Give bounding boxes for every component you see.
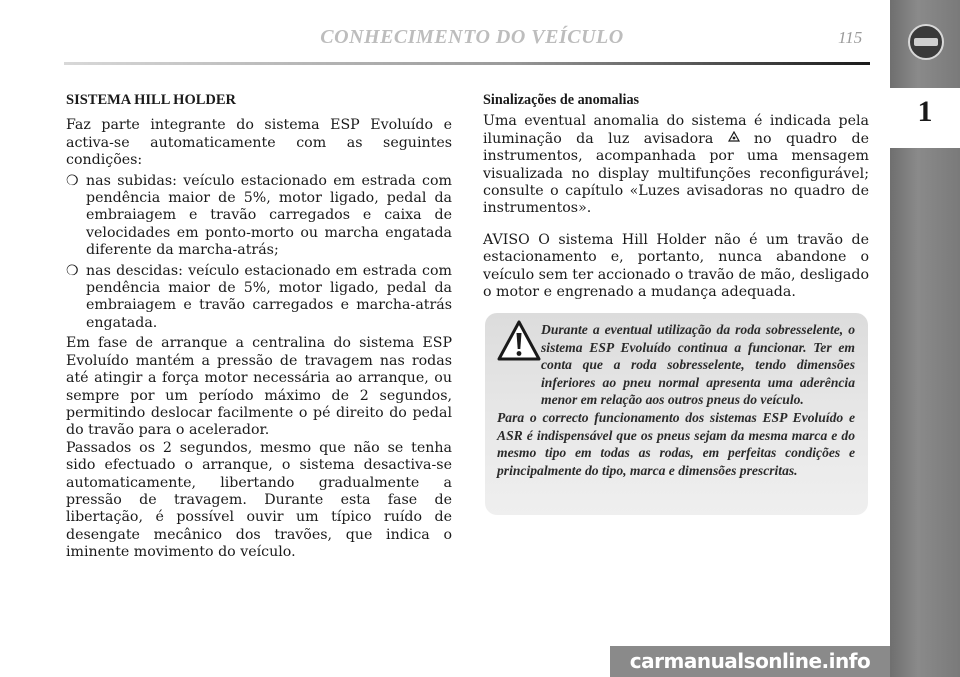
page-number: 115 [838,28,863,47]
intro-paragraph: Faz parte integrante do sistema ESP Evoluído e activa-se automaticamente com as seguintes condições: [66,117,452,169]
list-item [66,263,452,333]
list-item [66,173,452,260]
warning-paragraph: Durante a eventual utilização da roda sobresselente, o sistema ESP Evoluído continua a funcionar. Ter em conta que a roda sobresselente, tendo dimensões inferiores ao pneu normal apresenta uma aderência menor em relação aos outros pneus do veículo. [541,322,855,408]
esp-warning-icon [728,132,754,147]
list-item-text: nas descidas: veículo estacionado em estrada com pendência maior de 5%, motor ligado, pedal da embraiagem e travão carregados e marcha-atrás engatada. [86,262,452,331]
paragraph-text: Uma eventual anomalia do sistema é indicada pela iluminação da luz avisadora [483,113,869,147]
body-paragraph [483,113,869,217]
body-paragraph: Passados os 2 segundos, mesmo que não se tenha sido efectuado o arranque, o sistema desactiva-se automaticamente, libertando gradualmente a pressão de travagem. Durante esta fase de libertação, é possível ouvir um típico ruído de desengate mecânico dos travões, que indica o iminente movimento do veículo. [66,439,452,561]
bullet-circle-icon: ❍ [66,172,79,189]
left-column [66,92,452,562]
lancia-logo-icon [908,24,944,60]
running-header-title: CONHECIMENTO DO VEÍCULO [320,26,624,48]
warning-text [497,321,855,479]
body-paragraph: Em fase de arranque a centralina do sistema ESP Evoluído mantém a pressão de travagem nas rodas até atingir a força motor necessária ao arranque, ou sempre por um período máximo de 2 segundos, permitindo deslocar facilmente o pé direito do pedal do travão para o acelerador. [66,335,452,439]
header-rule [64,62,870,65]
warning-paragraph: Para o correcto funcionamento dos sistemas ESP Evoluído e ASR é indispensável que os pneus sejam da mesma marca e do mesmo tipo em todas as rodas, em perfeitas condições e principalmente do tipo, marca e dimensões prescritas. [497,409,855,478]
subsection-heading: Sinalizações de anomalias [483,92,640,108]
bullet-circle-icon: ❍ [66,262,79,279]
list-item-text: nas subidas: veículo estacionado em estrada com pendência maior de 5%, motor ligado, pedal da embraiagem e travão carregados e caixa de velocidades em ponto-morto ou marcha engatada diferente da marcha-atrás; [86,172,452,259]
notice-paragraph: AVISO O sistema Hill Holder não é um travão de estacionamento e, portanto, nunca abandone o veículo sem ter accionado o travão de mão, desligado o motor e engrenado a mudança adequada. [483,231,869,301]
chapter-number: 1 [917,95,933,128]
paragraph-text: no quadro de instrumentos, acompanhada por uma mensagem visualizada no display multifunções reconfigurável; consulte o capítulo «Luzes avisadoras no quadro de instrumentos». [483,130,869,217]
section-heading: SISTEMA HILL HOLDER [66,92,237,108]
watermark: carmanualsonline.info [610,646,890,677]
right-column [483,92,869,301]
